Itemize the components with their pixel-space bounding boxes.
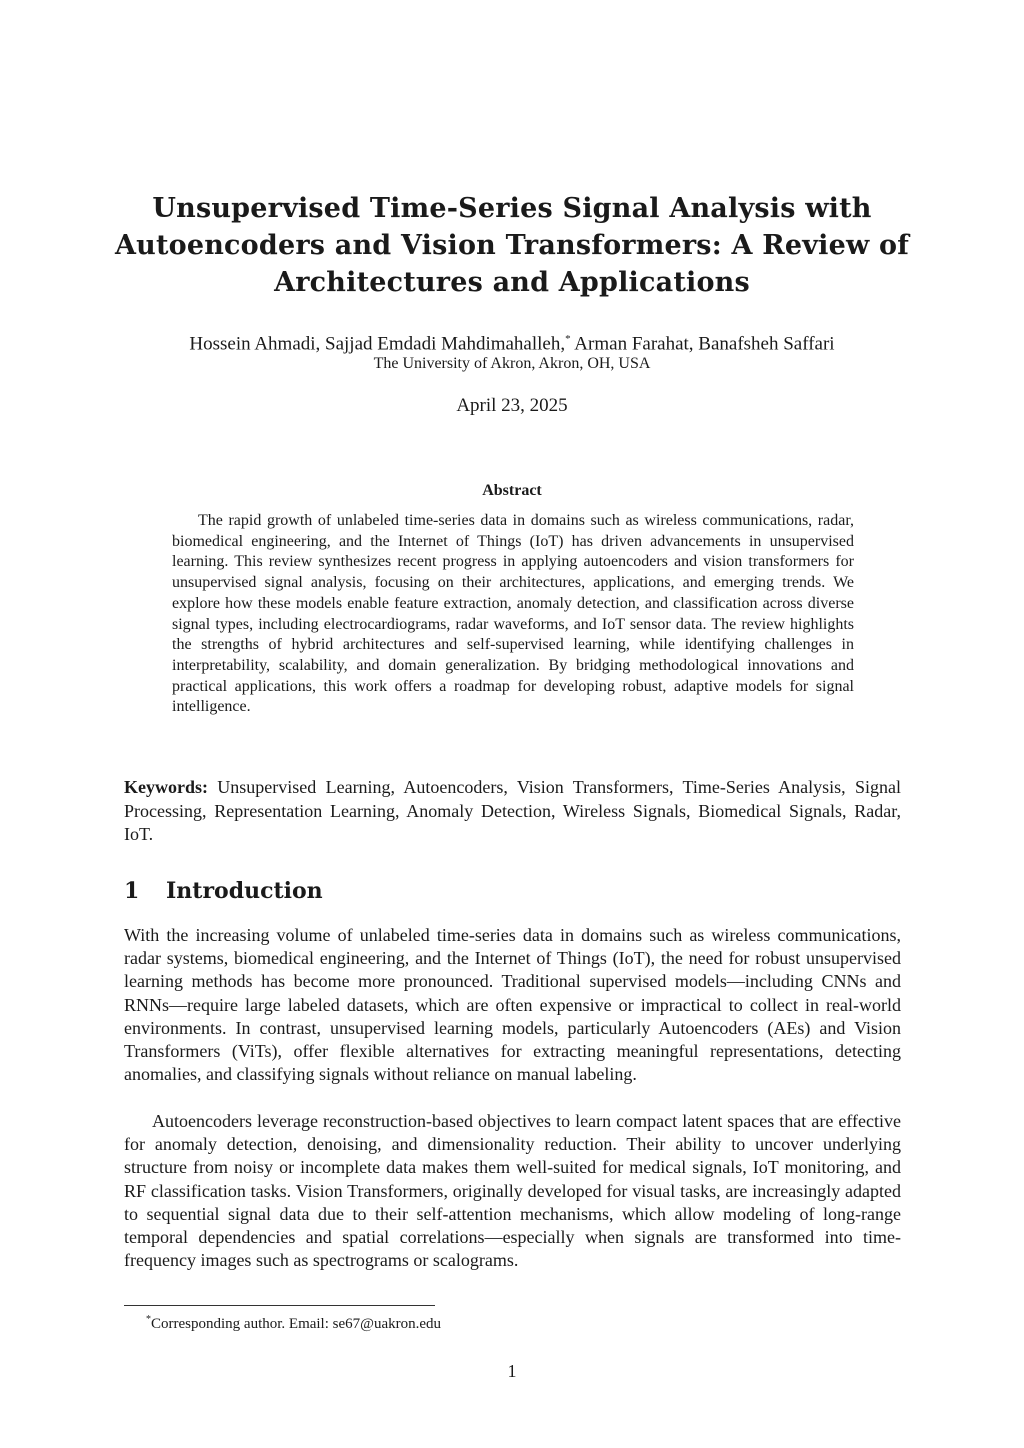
footnote xyxy=(146,1310,441,1334)
authors-first: Hossein Ahmadi, Sajjad Emdadi Mahdimahalleh, xyxy=(189,333,566,355)
author-list xyxy=(100,327,924,356)
title-line-3: Architectures and Applications xyxy=(274,267,750,298)
authors-rest: Arman Farahat, Banafsheh Saffari xyxy=(570,333,835,355)
intro-paragraph-1: With the increasing volume of unlabeled time-series data in domains such as wireless communications, radar systems, biomedical engineering, and the Internet of Things (IoT), the need for robust unsupervised learning methods has become more pronounced. Traditional supervised models—including CNNs and RNNs—require large labeled datasets, which are often expensive or impractical to collect in real-world environments. In contrast, unsupervised learning models, particularly Autoencoders (AEs) and Vision Transformers (ViTs), offer flexible alternatives for extracting meaningful representations, detecting anomalies, and classifying signals without reliance on manual labeling. xyxy=(124,925,901,1085)
keywords-list: Unsupervised Learning, Autoencoders, Vision Transformers, Time-Series Analysis, Signal Processing, Representation Learning, Anomaly Detection, Wireless Signals, Biomedical Signals, Radar, IoT. xyxy=(124,777,901,844)
abstract-text: The rapid growth of unlabeled time-series data in domains such as wireless communications, radar, biomedical engineering, and the Internet of Things (IoT) has driven advancements in unsupervised learning. This review synthesizes recent progress in applying autoencoders and vision transformers for unsupervised signal analysis, focusing on their architectures, applications, and emerging trends. We explore how these models enable feature extraction, anomaly detection, and classification across diverse signal types, including electrocardiograms, radar waveforms, and IoT sensor data. The review highlights the strengths of hybrid architectures and self-supervised learning, while identifying challenges in interpretability, scalability, and domain generalization. By bridging methodological innovations and practical applications, this work offers a roadmap for developing robust, adaptive models for signal intelligence. xyxy=(172,512,854,716)
footnote-text: Corresponding author. Email: se67@uakron.edu xyxy=(151,1316,442,1332)
footnote-mark: * xyxy=(146,1314,151,1325)
section-title: Introduction xyxy=(166,878,323,904)
intro-paragraph-2: Autoencoders leverage reconstruction-based objectives to learn compact latent spaces that are effective for anomaly detection, denoising, and dimensionality reduction. Their ability to uncover underlying structure from noisy or incomplete data makes them well-suited for medical signals, IoT monitoring, and RF classification tasks. Vision Transformers, originally developed for visual tasks, are increasingly adapted to sequential signal data due to their self-attention mechanisms, which allow modeling of long-range temporal dependencies and spatial correlations—especially when signals are transformed into time-frequency images such as spectrograms or scalograms. xyxy=(124,1111,901,1271)
section-number: 1 xyxy=(124,878,140,904)
keywords xyxy=(124,776,901,847)
section-heading-introduction xyxy=(124,876,323,906)
affiliation: The University of Akron, Akron, OH, USA xyxy=(373,355,651,372)
publication-date: April 23, 2025 xyxy=(456,395,568,416)
paper-title xyxy=(100,190,924,301)
page-number: 1 xyxy=(507,1361,517,1381)
title-line-1: Unsupervised Time-Series Signal Analysis with xyxy=(152,193,872,224)
footnote-divider xyxy=(124,1305,435,1306)
keywords-label: Keywords: xyxy=(124,777,208,797)
corresponding-author-mark[interactable]: * xyxy=(565,333,571,345)
title-line-2: Autoencoders and Vision Transformers: A Review of xyxy=(114,230,910,261)
abstract-heading: Abstract xyxy=(482,482,542,499)
